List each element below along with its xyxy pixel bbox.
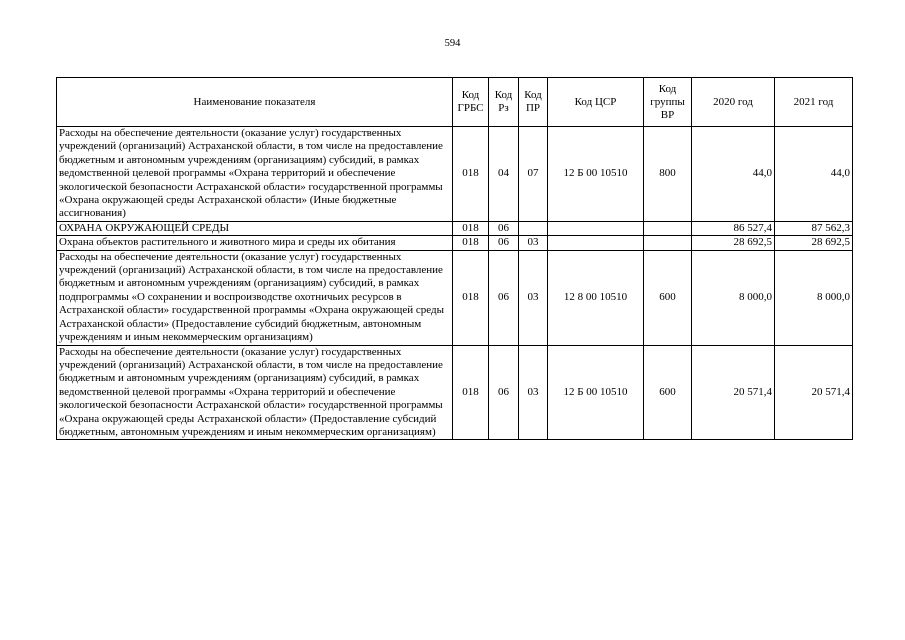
table-header-row <box>57 78 853 127</box>
table-row <box>57 345 853 440</box>
row-rz: 06 <box>489 345 519 440</box>
header-2020: 2020 год <box>692 78 775 127</box>
page-number: 594 <box>444 38 461 49</box>
row-csr <box>548 221 644 235</box>
row-grbs: 018 <box>453 236 489 250</box>
row-vr <box>644 236 692 250</box>
row-2021: 28 692,5 <box>775 236 853 250</box>
row-2021: 87 562,3 <box>775 221 853 235</box>
row-grbs: 018 <box>453 127 489 222</box>
row-grbs: 018 <box>453 250 489 345</box>
row-2020: 44,0 <box>692 127 775 222</box>
row-vr <box>644 221 692 235</box>
header-2021: 2021 год <box>775 78 853 127</box>
row-csr: 12 Б 00 10510 <box>548 127 644 222</box>
row-pr <box>519 221 548 235</box>
row-grbs: 018 <box>453 221 489 235</box>
table-row <box>57 250 853 345</box>
row-csr <box>548 236 644 250</box>
row-vr: 600 <box>644 345 692 440</box>
row-pr: 03 <box>519 345 548 440</box>
row-2021: 8 000,0 <box>775 250 853 345</box>
row-csr: 12 8 00 10510 <box>548 250 644 345</box>
header-rz: Код Рз <box>489 78 519 127</box>
row-name: Расходы на обеспечение деятельности (оказание услуг) государственных учреждений (организаций) Астраханской области, в том числе на предоставление бюджетным и автономным учреждениям (организациям) субсидий, в рамках ведомственной целевой программы «Охрана территорий и обеспечение экологической безопасности Астраханской области» государственной программы «Охрана окружающей среды Астраханской области» (Иные бюджетные ассигнования) <box>57 127 453 222</box>
table-row <box>57 221 853 235</box>
row-name: ОХРАНА ОКРУЖАЮЩЕЙ СРЕДЫ <box>57 221 453 235</box>
row-grbs: 018 <box>453 345 489 440</box>
row-pr: 07 <box>519 127 548 222</box>
header-grbs: Код ГРБС <box>453 78 489 127</box>
row-2021: 20 571,4 <box>775 345 853 440</box>
row-2020: 28 692,5 <box>692 236 775 250</box>
row-rz: 04 <box>489 127 519 222</box>
row-name: Охрана объектов растительного и животного мира и среды их обитания <box>57 236 453 250</box>
header-name: Наименование показателя <box>57 78 453 127</box>
table-row <box>57 127 853 222</box>
row-rz: 06 <box>489 221 519 235</box>
row-rz: 06 <box>489 250 519 345</box>
row-name: Расходы на обеспечение деятельности (оказание услуг) государственных учреждений (организаций) Астраханской области, в том числе на предоставление бюджетным и автономным учреждениям (организациям) субсидий, в рамках ведомственной целевой программы «Охрана территорий и обеспечение экологической безопасности Астраханской области» государственной программы «Охрана окружающей среды Астраханской области» (Предоставление субсидий бюджетным, автономным учреждениям и иным некоммерческим организациям) <box>57 345 453 440</box>
header-pr: Код ПР <box>519 78 548 127</box>
row-pr: 03 <box>519 236 548 250</box>
table-row <box>57 236 853 250</box>
row-2020: 8 000,0 <box>692 250 775 345</box>
row-vr: 800 <box>644 127 692 222</box>
header-csr: Код ЦСР <box>548 78 644 127</box>
header-vr: Код группы ВР <box>644 78 692 127</box>
row-rz: 06 <box>489 236 519 250</box>
row-2021: 44,0 <box>775 127 853 222</box>
row-name: Расходы на обеспечение деятельности (оказание услуг) государственных учреждений (организаций) Астраханской области, в том числе на предоставление бюджетным и автономным учреждениям (организациям) субсидий, в рамках подпрограммы «О сохранении и воспроизводстве охотничьих ресурсов в Астраханской области» государственной программы «Охрана окружающей среды Астраханской области» (Предоставление субсидий бюджетным, автономным учреждениям и иным некоммерческим организациям) <box>57 250 453 345</box>
row-csr: 12 Б 00 10510 <box>548 345 644 440</box>
row-pr: 03 <box>519 250 548 345</box>
budget-table <box>56 77 853 440</box>
row-2020: 86 527,4 <box>692 221 775 235</box>
row-vr: 600 <box>644 250 692 345</box>
row-2020: 20 571,4 <box>692 345 775 440</box>
